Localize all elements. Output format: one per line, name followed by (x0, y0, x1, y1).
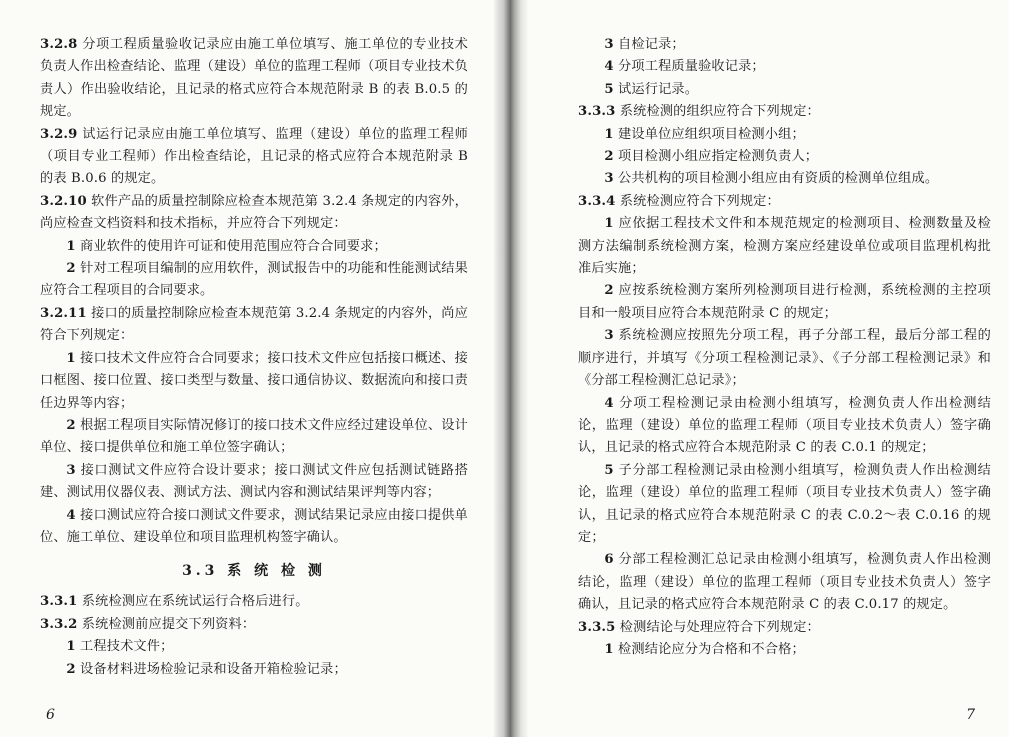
clause-text: 商业软件的使用许可证和使用范围应符合合同要求； (75, 238, 387, 254)
clause-number: 3.3.5 (578, 619, 616, 635)
clause-paragraph (40, 591, 468, 613)
clause-number: 3.3.2 (40, 616, 78, 632)
clause-number: 2 (604, 283, 614, 299)
clause-text: 应依据工程技术文件和本规范规定的检测项目、检测数量及检测方法编制系统检测方案，检测方案应经建设单位或项目监理机构批准后实施； (578, 216, 991, 277)
clause-number: 5 (604, 462, 614, 478)
list-item (578, 79, 991, 101)
clause-number: 6 (604, 552, 614, 568)
clause-text: 检测结论应分为合格和不合格； (613, 641, 805, 657)
clause-number: 3.3.1 (40, 594, 78, 610)
clause-text: 系统检测前应提交下列资料： (77, 616, 256, 632)
list-item (40, 415, 468, 460)
list-item (578, 34, 991, 56)
clause-number: 3.2.9 (40, 126, 78, 142)
list-item (578, 146, 991, 168)
clause-text: 工程技术文件； (75, 639, 174, 655)
clause-text: 系统检测应在系统试运行合格后进行。 (77, 594, 309, 610)
clause-paragraph (40, 34, 468, 124)
clause-text: 系统检测应符合下列规定： (615, 193, 780, 209)
page-number-left: 6 (46, 707, 55, 723)
list-item (40, 236, 468, 258)
list-item (578, 393, 991, 460)
clause-text: 设备材料进场检验记录和设备开箱检验记录； (75, 661, 347, 677)
clause-number: 2 (66, 261, 76, 277)
clause-paragraph (40, 303, 468, 348)
clause-text: 公共机构的项目检测小组应由有资质的检测单位组成。 (613, 171, 939, 187)
clause-number: 3.2.10 (40, 193, 87, 209)
right-page (522, 0, 1009, 737)
clause-text: 根据工程项目实际情况修订的接口技术文件应经过建设单位、设计单位、接口提供单位和施工单位签字确认； (40, 417, 468, 456)
clause-number: 1 (66, 350, 76, 366)
clause-text: 针对工程项目编制的应用软件，测试报告中的功能和性能测试结果应符合工程项目的合同要求。 (40, 261, 468, 299)
clause-number: 3 (604, 171, 614, 187)
clause-number: 2 (66, 661, 76, 677)
clause-number: 1 (604, 216, 614, 232)
list-item (40, 505, 468, 550)
clause-paragraph (578, 101, 991, 123)
list-item (578, 124, 991, 146)
clause-number: 3.3.4 (578, 193, 616, 209)
clause-number: 5 (604, 81, 614, 97)
clause-text: 接口的质量控制除应检查本规范第 3.2.4 条规定的内容外，尚应符合下列规定： (40, 305, 468, 344)
clause-text: 应按系统检测方案所列检测项目进行检测，系统检测的主控项目和一般项目应符合本规范附录 C 的规定； (578, 283, 991, 321)
clause-text: 子分部工程检测记录由检测小组填写，检测负责人作出检测结论，监理（建设）单位的监理工程师（项目专业技术负责人）签字确认，且记录的格式应符合本规范附录 C 的表 C.0.2～表 C.0.16 的规定； (578, 462, 991, 545)
clause-text: 分项工程检测记录由检测小组填写，检测负责人作出检测结论，监理（建设）单位的监理工程师（项目专业技术负责人）签字确认，且记录的格式应符合本规范附录 C 的表 C.0.1 的规定； (578, 395, 991, 456)
clause-paragraph (40, 191, 468, 236)
clause-text: 接口测试文件应符合设计要求；接口测试文件应包括测试链路搭建、测试用仪器仪表、测试方法、测试内容和测试结果评判等内容； (40, 462, 468, 501)
left-page-body-after (40, 591, 468, 681)
clause-text: 分部工程检测汇总记录由检测小组填写，检测负责人作出检测结论，监理（建设）单位的监理工程师（项目专业技术负责人）签字确认，且记录的格式应符合本规范附录 C 的表 C.0.17 的规定。 (578, 552, 991, 613)
list-item (578, 56, 991, 78)
clause-text: 系统检测应按照先分项工程，再子分部工程，最后分部工程的顺序进行，并填写《分项工程检测记录》、《子分部工程检测记录》和《分部工程检测汇总记录》； (578, 328, 991, 389)
list-item (40, 258, 468, 303)
clause-text: 检测结论与处理应符合下列规定： (615, 619, 820, 635)
list-item (40, 348, 468, 415)
list-item (578, 549, 991, 616)
clause-number: 1 (66, 639, 76, 655)
list-item (578, 168, 991, 190)
clause-paragraph (578, 191, 991, 213)
clause-number: 4 (604, 59, 614, 75)
list-item (578, 460, 991, 550)
clause-number: 1 (604, 641, 614, 657)
clause-text: 接口技术文件应符合合同要求；接口技术文件应包括接口概述、接口框图、接口位置、接口类型与数量、接口通信协议、数据流向和接口责任边界等内容； (40, 350, 468, 411)
clause-text: 系统检测的组织应符合下列规定： (615, 104, 820, 120)
clause-number: 3 (604, 328, 614, 344)
list-item (578, 639, 991, 661)
clause-number: 3 (604, 37, 614, 52)
clause-text: 软件产品的质量控制除应检查本规范第 3.2.4 条规定的内容外，尚应检查文档资料和技术指标，并应符合下列规定： (40, 193, 468, 232)
list-item (40, 659, 468, 681)
clause-text: 试运行记录应由施工单位填写、监理（建设）单位的监理工程师（项目专业工程师）作出检查结论，且记录的格式应符合本规范附录 B 的表 B.0.6 的规定。 (40, 126, 468, 187)
clause-number: 3 (66, 462, 76, 478)
list-item (578, 280, 991, 325)
left-page (0, 0, 498, 737)
clause-paragraph (40, 614, 468, 636)
clause-text: 建设单位应组织项目检测小组； (613, 126, 805, 142)
list-item (578, 213, 991, 280)
left-page-body (40, 34, 468, 549)
right-page-body (578, 34, 991, 661)
clause-text: 项目检测小组应指定检测负责人； (613, 149, 819, 165)
clause-number: 4 (604, 395, 614, 411)
clause-paragraph (40, 124, 468, 191)
clause-number: 2 (66, 417, 76, 433)
clause-number: 3.3.3 (578, 104, 616, 120)
clause-number: 4 (66, 507, 76, 523)
clause-text: 分项工程质量验收记录； (613, 59, 765, 75)
clause-text: 接口测试应符合接口测试文件要求，测试结果记录应由接口提供单位、施工单位、建设单位和项目监理机构签字确认。 (40, 507, 468, 545)
clause-text: 试运行记录。 (613, 81, 699, 97)
clause-text: 自检记录； (613, 37, 685, 52)
clause-number: 1 (66, 238, 76, 254)
clause-number: 3.2.8 (40, 37, 78, 52)
clause-paragraph (578, 617, 991, 639)
list-item (40, 460, 468, 505)
section-title: 3.3 系 统 检 测 (182, 563, 326, 580)
page-number-right: 7 (966, 707, 975, 723)
clause-number: 1 (604, 126, 614, 142)
list-item (578, 325, 991, 392)
clause-text: 分项工程质量验收记录应由施工单位填写、施工单位的专业技术负责人作出检查结论、监理（建设）单位的监理工程师（项目专业技术负责人）作出验收结论，且记录的格式应符合本规范附录 B 的表 B.0.5 的规定。 (40, 37, 468, 120)
clause-number: 3.2.11 (40, 305, 87, 321)
clause-number: 2 (604, 149, 614, 165)
list-item (40, 636, 468, 658)
